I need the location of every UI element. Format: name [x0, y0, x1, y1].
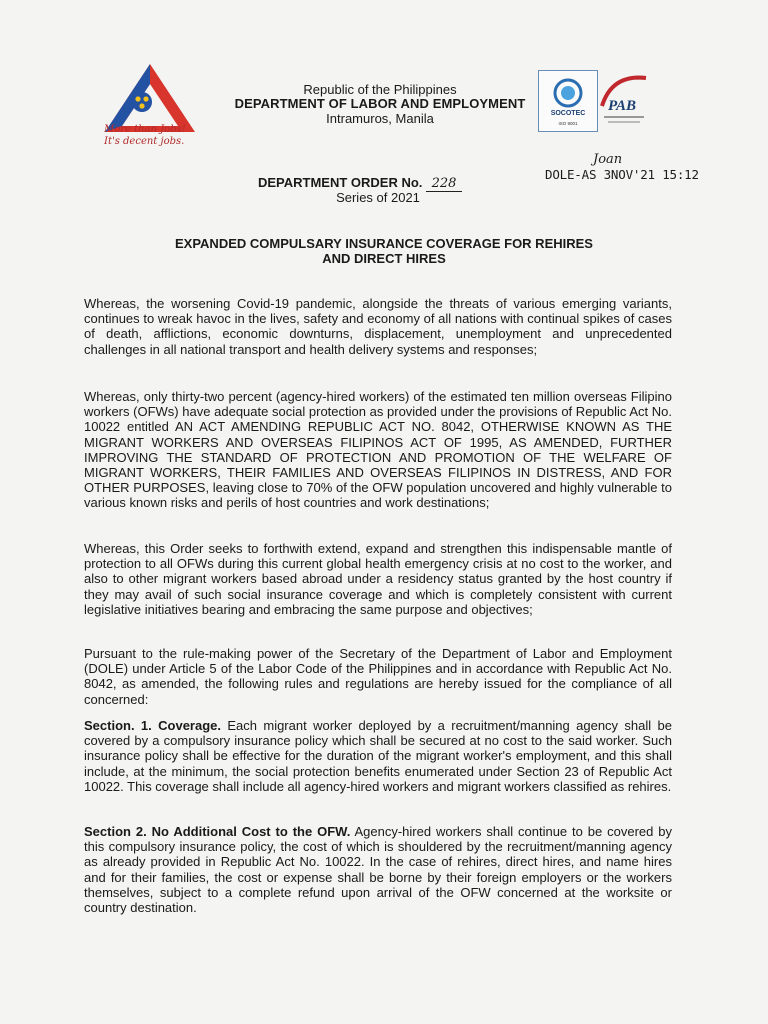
title-line-2: AND DIRECT HIRES: [322, 251, 446, 266]
motto-line-2: It's decent jobs.: [104, 136, 185, 147]
location-heading: Intramuros, Manila: [326, 111, 434, 126]
section-1-paragraph: [84, 718, 672, 794]
pab-logo: [598, 72, 650, 128]
socotec-label: SOCOTEC: [550, 110, 586, 117]
order-label: DEPARTMENT ORDER No.: [258, 175, 423, 190]
whereas-paragraph-3: Whereas, this Order seeks to forthwith extend, expand and strengthen this indispensable mantle of protection to all OFWs during this current global health emergency crisis at no cost to the worker, and also to other migrant workers based abroad under a residency status granted by the host country if they may avail of such social insurance coverage and which is completely consistent with current legislative initiatives bearing and embracing the same purpose and objectives;: [84, 541, 672, 617]
pursuant-paragraph: Pursuant to the rule-making power of the Secretary of the Department of Labor and Employment (DOLE) under Article 5 of the Labor Code of the Philippines and in accordance with Republic Act No. 8042, as amended, the following rules and regulations are hereby issued for the compliance of all concerned:: [84, 646, 672, 707]
socotec-sub-label: ISO 9001: [558, 121, 578, 126]
department-heading: DEPARTMENT OF LABOR AND EMPLOYMENT: [234, 96, 526, 111]
dole-motto: [104, 124, 214, 148]
order-number: 228: [426, 176, 462, 192]
section-1-text: Each migrant worker deployed by a recruitment/manning agency shall be covered by a compulsory insurance policy which shall be secured at no cost to the said worker. Such insurance policy shall be effective for the duration of the migrant worker's employment, and this shall include, at the minimum, the social protection benefits enumerated under Section 23 of Republic Act 10022. This coverage shall include all agency-hired workers and migrant workers classified as rehires.: [84, 718, 672, 794]
pab-label: PAB: [607, 98, 637, 114]
section-2-text: Agency-hired workers shall continue to be covered by this compulsory insurance policy, the cost of which is shouldered by the recruitment/manning agency as already provided in Republic Act No. 10022. In the case of rehires, direct hires, and name hires and for their families, the cost or expense shall be borne by their foreign employers or the workers themselves, subject to a complete refund upon arrival of the OFW concerned at the worksite or country destination.: [84, 824, 672, 916]
stamp-signature: Joan: [593, 152, 623, 167]
title-line-1: EXPANDED COMPULSARY INSURANCE COVERAGE FOR REHIRES: [175, 236, 593, 251]
section-2-paragraph: [84, 824, 672, 915]
document-title: [84, 236, 684, 266]
section-2-label: Section 2. No Additional Cost to the OFW.: [84, 824, 351, 839]
republic-heading: Republic of the Philippines: [303, 82, 457, 97]
motto-line-1: More than Jobs!: [104, 124, 186, 135]
order-series: Series of 2021: [336, 190, 420, 205]
whereas-paragraph-2: Whereas, only thirty-two percent (agency-hired workers) of the estimated ten million overseas Filipino workers (OFWs) have adequate social protection as provided under the provisions of Republic Act No. 10022 entitled AN ACT AMENDING REPUBLIC ACT NO. 8042, OTHERWISE KNOWN AS THE MIGRANT WORKERS AND OVERSEAS FILIPINOS ACT OF 1995, AS AMENDED, FURTHER IMPROVING THE STANDARD OF PROTECTION AND PROMOTION OF THE WELFARE OF MIGRANT WORKERS, THEIR FAMILIES AND OVERSEAS FILIPINOS IN DISTRESS, AND FOR OTHER PURPOSES, leaving close to 70% of the OFW population uncovered and highly vulnerable to various known risks and perils of host countries and work destinations;: [84, 389, 672, 511]
received-stamp: DOLE-AS 3NOV'21 15:12: [545, 167, 699, 182]
whereas-paragraph-1: Whereas, the worsening Covid-19 pandemic, alongside the threats of various emerging variants, continues to wreak havoc in the lives, safety and economy of all nations with continual spikes of cases of death, afflictions, economic downturns, displacement, unemployment and unprecedented challenges in all national transport and health delivery systems and responses;: [84, 296, 672, 357]
section-1-label: Section. 1. Coverage.: [84, 718, 221, 733]
socotec-logo: [538, 70, 598, 132]
